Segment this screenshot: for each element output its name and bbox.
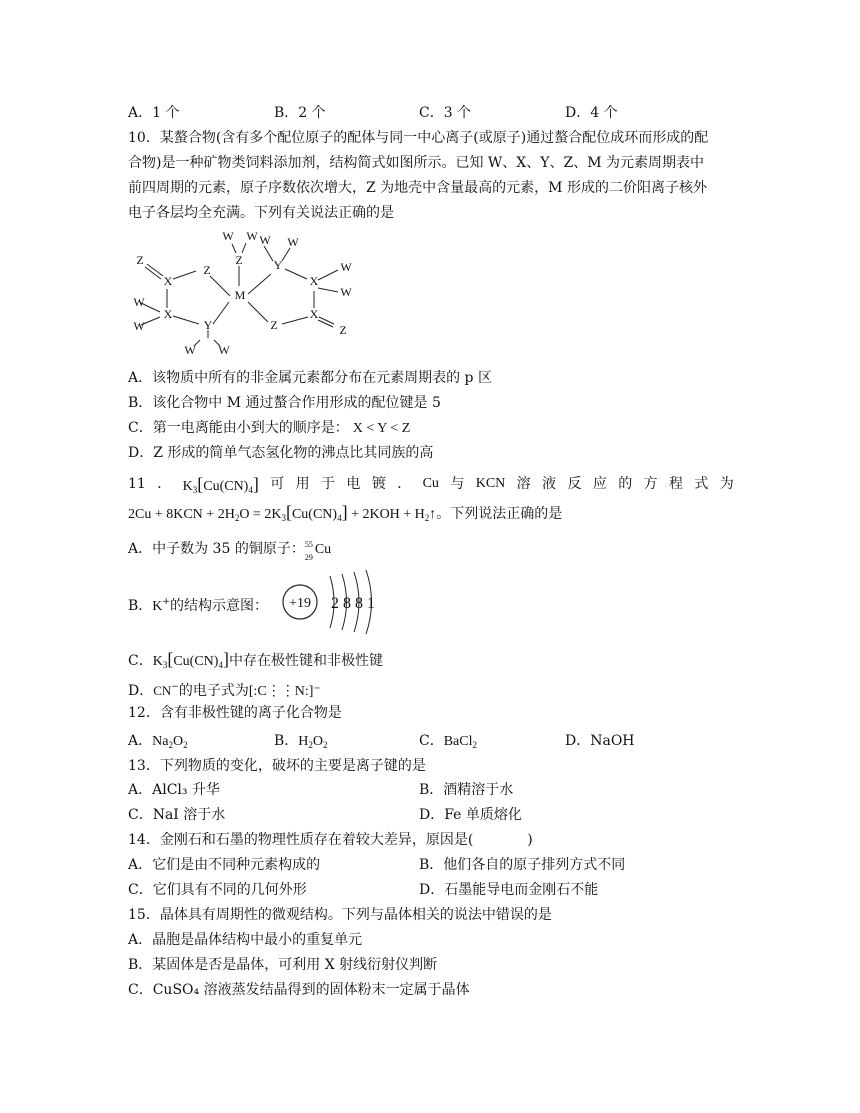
- q11-word: 用: [295, 476, 310, 492]
- q11-word: 式: [694, 476, 709, 492]
- electron-formula: [:C⋮⋮N:]⁻: [248, 684, 321, 699]
- q11-compound: $K_3[Cu(CN)_4]$: [182, 474, 259, 495]
- q14-option-b: B．他们各自的原子排列方式不同: [419, 857, 626, 873]
- q10-option-c-formula: X < Y < Z: [352, 421, 411, 436]
- q11-word: 方: [643, 476, 658, 492]
- q11-word: 反: [567, 476, 582, 492]
- ion-symbol: CN: [153, 683, 172, 698]
- atom-label: W: [246, 229, 258, 243]
- chelate-structure-diagram: [128, 226, 368, 358]
- atom-label: W: [340, 285, 352, 299]
- q10-stem-line-2: 合物)是一种矿物类饲料添加剂，结构简式如图所示。已知 W、X、Y、Z、M 为元素周期表中: [128, 155, 705, 171]
- q12-option-c: C．BaCl$_2$: [419, 733, 477, 750]
- q15-option-a: A．晶胞是晶体结构中最小的重复单元: [128, 932, 363, 948]
- element-symbol: Cu: [314, 542, 332, 557]
- q14-option-a: A．它们是由不同种元素构成的: [128, 857, 321, 873]
- q11-word: 溶: [516, 476, 531, 492]
- atom-label: W: [287, 235, 299, 249]
- q10-option-d: D．Z 形成的简单气态氢化物的沸点比其同族的高: [128, 445, 434, 461]
- q11-option-b-text: 的结构示意图：: [169, 598, 268, 614]
- q11-option-d-letter: D．: [128, 683, 154, 699]
- k-ion-structure-diagram: [278, 566, 378, 638]
- q11-option-a: [128, 539, 331, 560]
- q11-word: 液: [542, 476, 557, 492]
- atom-label: X: [163, 274, 173, 288]
- q13-option-d: D．Fe 单质熔化: [419, 807, 522, 823]
- q13-option-b: B．酒精溶于水: [419, 782, 514, 798]
- shell-electrons: 8: [343, 595, 351, 612]
- atom-label: Y: [203, 318, 213, 332]
- q10-stem-line-4: 电子各层均全充满。下列有关说法正确的是: [128, 205, 394, 221]
- q14-stem: [128, 830, 533, 850]
- q15-option-b: B．某固体是否是晶体，可利用 X 射线衍射仪判断: [128, 957, 438, 973]
- q11-word: 的: [618, 476, 633, 492]
- ion-charge: −: [171, 682, 179, 692]
- ion-charge: +: [162, 597, 170, 607]
- q11-kcn: KCN: [475, 476, 506, 491]
- q11-option-b: [128, 592, 268, 617]
- shell-electrons: 2: [331, 595, 339, 612]
- q11-option-b-letter: B．: [128, 598, 153, 614]
- q11-equation: $2Cu + 8KCN + 2H_2O = 2K_3[Cu(CN)_4] + 2KOH$ + $H_2↑$。下列说法正确的是: [128, 502, 563, 523]
- q13-stem: 13．下列物质的变化，破坏的主要是离子键的是: [128, 758, 426, 774]
- q12-option-a: A．$Na_2O_2$: [128, 733, 188, 750]
- q10-option-c: [128, 418, 410, 439]
- q11-cu: Cu: [422, 476, 439, 491]
- option-letter: C．: [419, 733, 444, 749]
- q11-number: 11: [128, 476, 146, 492]
- q11-word: ．: [397, 476, 412, 492]
- q11-equation-tail: 。下列说法正确的是: [436, 506, 563, 522]
- option-letter: B．: [274, 733, 299, 749]
- atom-label: W: [133, 295, 145, 309]
- q12-stem: 12．含有非极性键的离子化合物是: [128, 705, 342, 721]
- q9-option-d: D．4 个: [565, 105, 618, 121]
- atom-label: Z: [270, 318, 278, 332]
- q15-option-c: C．CuSO₄ 溶液蒸发结晶得到的固体粉末一定属于晶体: [128, 982, 470, 998]
- q12-option-b: B．$H_2O_2$: [274, 733, 328, 750]
- q13-option-c: C．NaI 溶于水: [128, 807, 226, 823]
- q11-word: 为: [719, 476, 734, 492]
- shell-electrons: 8: [355, 595, 363, 612]
- q14-option-c: C．它们具有不同的几何外形: [128, 882, 307, 898]
- q11-word: 于: [321, 476, 336, 492]
- q11-option-d-text: 的电子式为: [178, 683, 249, 699]
- atom-label: Z: [203, 263, 211, 277]
- q11-stem-line-1: [128, 474, 734, 500]
- q11-word: 程: [669, 476, 684, 492]
- atomic-number: 29: [304, 553, 313, 562]
- atom-label: Z: [136, 253, 144, 267]
- q11-word: 应: [592, 476, 607, 492]
- q10-option-c-text: C．第一电离能由小到大的顺序是：: [128, 420, 349, 436]
- q10-stem-line-1: 10．某螯合物(含有多个配位原子的配体与同一中心离子(或原子)通过螯合配位成环而形成的配: [128, 130, 709, 146]
- q10-option-b: B．该化合物中 M 通过螯合作用形成的配位键是 5: [128, 395, 441, 411]
- atom-label: W: [222, 229, 234, 243]
- q15-stem: 15．晶体具有周期性的微观结构。下列与晶体相关的说法中错误的是: [128, 907, 552, 923]
- q9-option-a: A．1 个: [128, 105, 180, 121]
- atom-label: W: [340, 260, 352, 274]
- q10-option-a: A．该物质中所有的非金属元素都分布在元素周期表的 p 区: [128, 370, 492, 386]
- atom-label: W: [133, 319, 145, 333]
- atom-label: X: [309, 307, 319, 321]
- atom-label: M: [234, 288, 246, 302]
- atom-label: X: [309, 274, 319, 288]
- q11-option-c: C．$K_3[Cu(CN)_4]$中存在极性键和非极性键: [128, 649, 383, 670]
- atom-label: W: [184, 343, 196, 357]
- q11-option-a-text: A．中子数为 35 的铜原子：: [128, 541, 305, 557]
- shell-electrons: 1: [367, 595, 375, 612]
- q11-word: 与: [450, 476, 465, 492]
- atom-label: Z: [235, 253, 243, 267]
- q12-option-d: D．NaOH: [565, 733, 635, 749]
- ion-symbol: K: [152, 599, 163, 614]
- q14-stem-text: 14．金刚石和石墨的物理性质存在着较大差异，原因是(: [128, 832, 474, 848]
- q10-stem-line-3: 前四周期的元素，原子序数依次增大，Z 为地壳中含量最高的元素，M 形成的二价阳离子核外: [128, 180, 707, 196]
- mass-number: 55: [304, 540, 313, 549]
- q11-option-d: [128, 677, 321, 702]
- q14-option-d: D．石墨能导电而金刚石不能: [419, 882, 599, 898]
- atom-label: W: [259, 233, 271, 247]
- q9-option-c: C．3 个: [419, 105, 472, 121]
- atom-label: W: [218, 343, 230, 357]
- atom-label: X: [163, 307, 173, 321]
- q11-dot: ．: [157, 476, 172, 492]
- q13-option-a: A．AlCl₃ 升华: [128, 782, 220, 798]
- atom-label: Y: [273, 258, 283, 272]
- q11-word: 镀: [371, 476, 386, 492]
- q11-option-c-text: 中存在极性键和非极性键: [228, 653, 383, 669]
- q9-option-b: B．2 个: [274, 105, 326, 121]
- q11-word: 电: [346, 476, 361, 492]
- option-letter: A．: [128, 733, 153, 749]
- q14-stem-close: ): [527, 832, 533, 848]
- q11-word: 可: [270, 476, 285, 492]
- atom-label: Z: [339, 323, 347, 337]
- nucleus-charge: +19: [289, 596, 311, 611]
